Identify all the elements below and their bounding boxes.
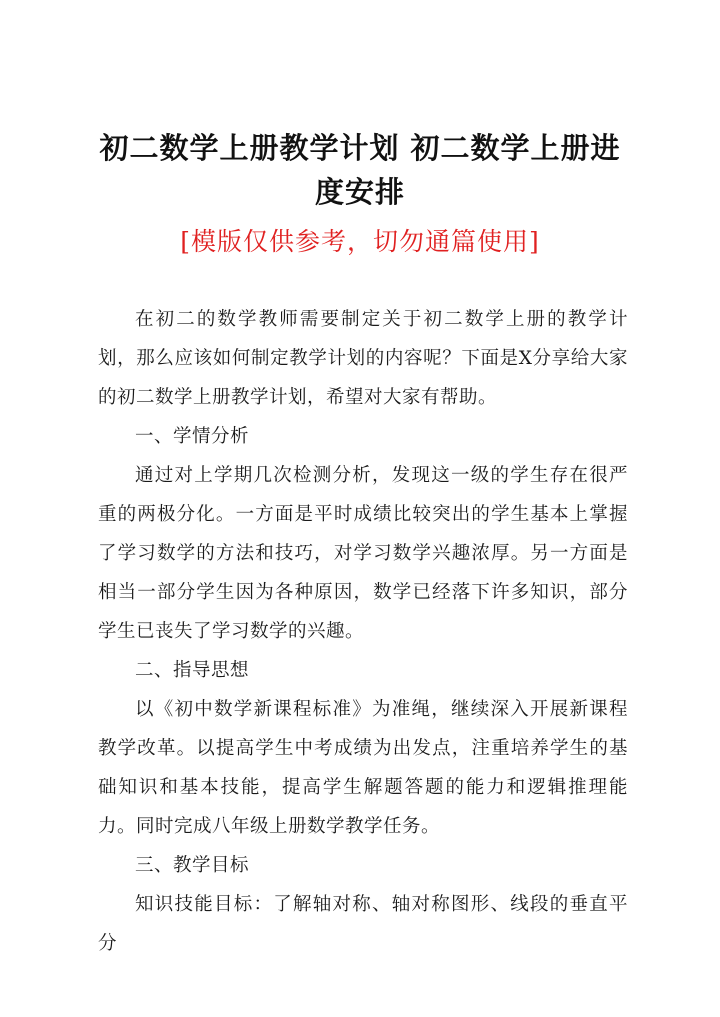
document-title: 初二数学上册教学计划 初二数学上册进度安排 (99, 131, 621, 209)
section-heading: 一、学情分析 (135, 426, 250, 447)
title-block (90, 126, 630, 260)
intro-paragraph: 在初二的数学教师需要制定关于初二数学上册的教学计划，那么应该如何制定教学计划的内容呢？下面是X分享给大家的初二数学上册教学计划，希望对大家有帮助。 (98, 309, 628, 408)
section-paragraph: 知识技能目标：了解轴对称、轴对称图形、线段的垂直平分 (98, 894, 628, 954)
section-heading: 二、指导思想 (135, 660, 250, 681)
section-paragraph: 通过对上学期几次检测分析，发现这一级的学生存在很严重的两极分化。一方面是平时成绩比较突出的学生基本上掌握了学习数学的方法和技巧，对学习数学兴趣浓厚。另一方面是相当一部分学生因为各种原因，数学已经落下许多知识，部分学生已丧失了学习数学的兴趣。 (98, 465, 628, 642)
template-notice: [模版仅供参考，切勿通篇使用] (180, 227, 540, 256)
section-paragraph: 以《初中数学新课程标准》为准绳，继续深入开展新课程教学改革。以提高学生中考成绩为出发点，注重培养学生的基础知识和基本技能，提高学生解题答题的能力和逻辑推理能力。同时完成八年级上册数学教学任务。 (98, 699, 628, 837)
document-body (98, 300, 628, 963)
section-heading: 三、教学目标 (135, 855, 250, 876)
